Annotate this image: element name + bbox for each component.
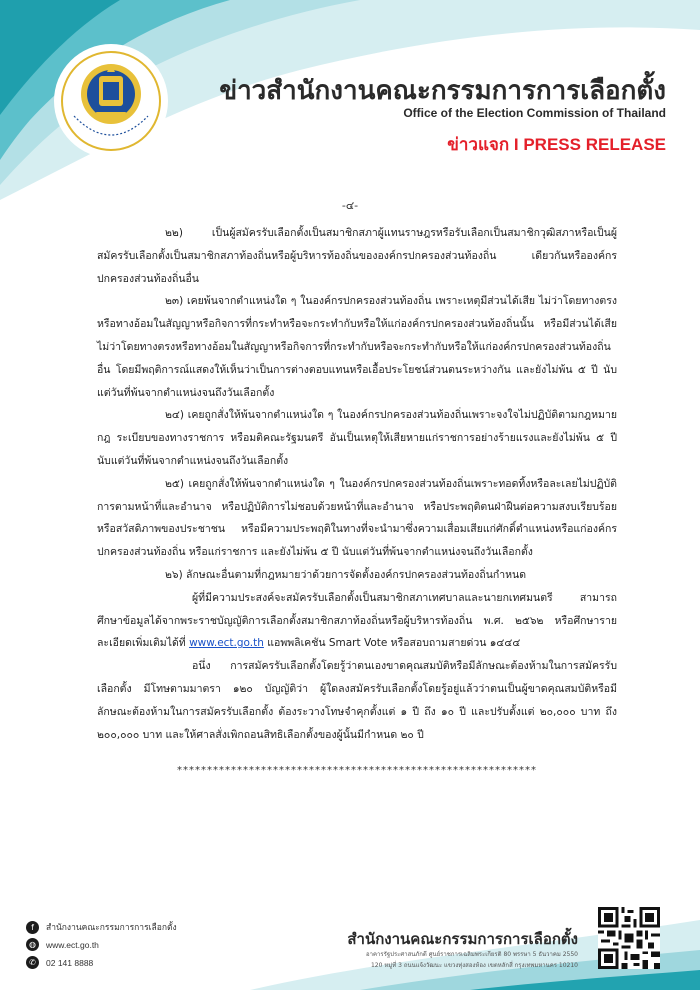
penalty-note: อนึ่ง การสมัครรับเลือกตั้งโดยรู้ว่าตนเองขาดคุณสมบัติหรือมีลักษณะต้องห้ามในการสมัครรับเลือกตั้ง มีโทษตามมาตรา ๑๒๐ บัญญัติว่า ผู้ใดลงสมัครรับเลือกตั้งโดยรู้อยู่แล้วว่าตนเป็นผู้ขาดคุณสมบัติหรือมีลักษณะต้องห้ามในการสมัครรับเลือกตั้ง ต้องระวางโทษจำคุกตั้งแต่ ๑ ปี ถึง ๑๐ ปี และปรับตั้งแต่ ๒๐,๐๐๐ บาท ถึง ๒๐๐,๐๐๐ บาท และให้ศาลสั่งเพิกถอนสิทธิเลือกตั้งของผู้นั้นมีกำหนด ๒๐ ปี xyxy=(97,660,617,741)
facebook-icon: f xyxy=(26,921,39,934)
info-text-a: ผู้ที่มีความประสงค์จะสมัครรับเลือกตั้งเป็นสมาชิกสภาเทศบาลและนายกเทศมนตรี สามารถศึกษาข้อมูลได้จากพระราชบัญญัติการเลือกตั้งสมาชิกสภาท้องถิ่นหรือผู้บริหารท้องถิ่น พ.ศ. ๒๕๖๒ หรือศึกษารายละเอียดเพิ่มเติมได้ที่ xyxy=(97,591,617,650)
clause-25: ๒๕) เคยถูกสั่งให้พ้นจากตำแหน่งใด ๆ ในองค์กรปกครองส่วนท้องถิ่นเพราะทอดทิ้งหรือละเลยไม่ปฏิบัติการตามหน้าที่และอำนาจ หรือปฏิบัติการไม่ชอบด้วยหน้าที่และอำนาจ หรือประพฤติตนฝ่าฝืนต่อความสงบเรียบร้อยหรือสวัสดิภาพของประชาชน หรือมีความประพฤติในทางที่จะนำมาซึ่งความเสื่อมเสียแก่ศักดิ์ตำแหน่งหรือแก่องค์กรปกครองส่วนท้องถิ่น หรือแก่ราชการ และยังไม่พ้น ๕ ปี นับแต่วันที่พ้นจากตำแหน่งจนถึงวันเลือกตั้ง xyxy=(97,477,617,559)
separator-stars: ************************************************************ xyxy=(177,765,537,777)
press-release-label: ข่าวแจก I PRESS RELEASE xyxy=(447,135,666,154)
clause-24: ๒๔) เคยถูกสั่งให้พ้นจากตำแหน่งใด ๆ ในองค์กรปกครองส่วนท้องถิ่นเพราะจงใจไม่ปฏิบัติตามกฎหมาย กฎ ระเบียบของทางราชการ หรือมติคณะรัฐมนตรี อันเป็นเหตุให้เสียหายแก่ราชการอย่างร้ายแรงและยังไม่พ้น ๕ ปี นับแต่วันที่พ้นจากตำแหน่งจนถึงวันเลือกตั้ง xyxy=(97,409,617,467)
website-link[interactable]: www.ect.go.th xyxy=(189,637,264,650)
document-body xyxy=(97,222,617,783)
footer-address-line-2: 120 หมู่ที่ 3 ถนนแจ้งวัฒนะ แขวงทุ่งสองห้อง เขตหลักสี่ กรุงเทพมหานคร 10210 xyxy=(370,962,578,969)
footer-phone[interactable] xyxy=(26,956,93,969)
qr-code[interactable] xyxy=(598,907,660,969)
header-title-thai: ข่าวสำนักงานคณะกรรมการการเลือกตั้ง xyxy=(219,76,666,106)
website-label: www.ect.go.th xyxy=(46,939,99,950)
footer-facebook[interactable] xyxy=(26,920,177,934)
clause-22: ๒๒) เป็นผู้สมัครรับเลือกตั้งเป็นสมาชิกสภาผู้แทนราษฎรหรือรับเลือกเป็นสมาชิกวุฒิสภาหรือเป็นผู้สมัครรับเลือกตั้งเป็นสมาชิกสภาท้องถิ่นหรือผู้บริหารท้องถิ่นขององค์กรปกครองส่วนท้องถิ่น เดียวกันหรือองค์กรปกครองส่วนท้องถิ่นอื่น xyxy=(97,227,617,285)
phone-icon: ✆ xyxy=(26,956,39,969)
footer-address-line-1: อาคารรัฐประศาสนภักดี ศูนย์ราชการเฉลิมพระเกียรติ 80 พรรษา 5 ธันวาคม 2550 xyxy=(366,951,578,958)
clause-26: ๒๖) ลักษณะอื่นตามที่กฎหมายว่าด้วยการจัดตั้งองค์กรปกครองส่วนท้องถิ่นกำหนด xyxy=(165,568,527,581)
emblem-logo xyxy=(52,42,170,160)
clause-23: ๒๓) เคยพ้นจากตำแหน่งใด ๆ ในองค์กรปกครองส่วนท้องถิ่น เพราะเหตุมีส่วนได้เสีย ไม่ว่าโดยทางตรงหรือทางอ้อมในสัญญาหรือกิจการที่กระทำหรือจะกระทำกับหรือให้แก่องค์กรปกครองส่วนท้องถิ่นนั้น หรือมีส่วนได้เสียไม่ว่าโดยทางตรงหรือทางอ้อมในสัญญาหรือกิจการที่กระทำกับหรือจะกระทำกับหรือให้แก่องค์กรปกครองส่วนท้องถิ่นอื่น โดยมีพฤติการณ์แสดงให้เห็นว่าเป็นการต่างตอบแทนหรือเอื้อประโยชน์ส่วนตนระหว่างกัน และยังไม่พ้น ๕ ปี นับแต่วันที่พ้นจากตำแหน่งจนถึงวันเลือกตั้ง xyxy=(97,295,617,399)
facebook-label: สำนักงานคณะกรรมการการเลือกตั้ง xyxy=(46,922,177,932)
page-number: -๔- xyxy=(341,199,359,212)
phone-label: 02 141 8888 xyxy=(46,957,94,968)
footer-org-name: สำนักงานคณะกรรมการการเลือกตั้ง xyxy=(347,930,578,948)
header-title-english: Office of the Election Commission of Thailand xyxy=(403,106,666,120)
info-text-b: แอพพลิเคชัน Smart Vote หรือสอบถามสายด่วน ๑๔๔๔ xyxy=(263,637,521,650)
info-paragraph xyxy=(97,587,617,655)
footer-website[interactable] xyxy=(26,938,99,951)
globe-icon: ◍ xyxy=(26,938,39,951)
